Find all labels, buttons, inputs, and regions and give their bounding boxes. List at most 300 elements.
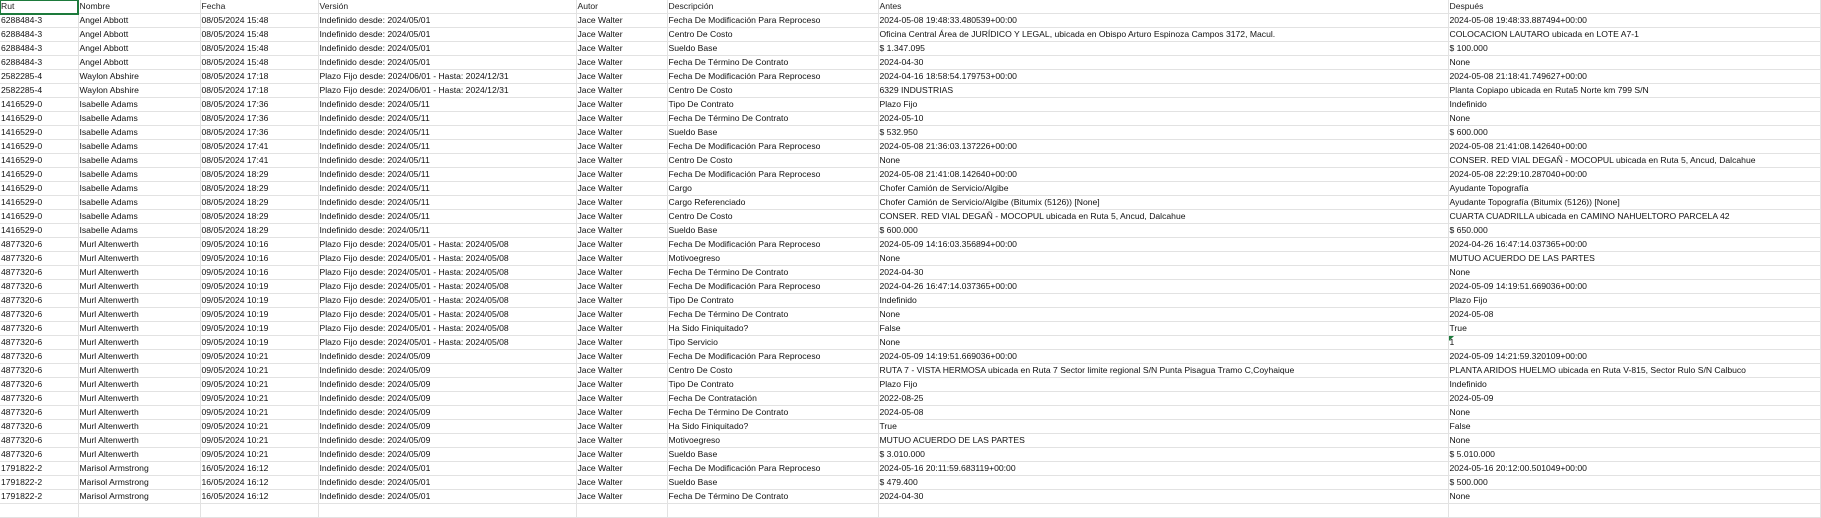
header-cell-rut[interactable]: Rut — [0, 0, 78, 14]
cell-despues[interactable]: Planta Copiapo ubicada en Ruta5 Norte km 799 S/N — [1448, 84, 1820, 98]
cell-autor[interactable]: Jace Walter — [576, 56, 667, 70]
cell-version[interactable]: Indefinido desde: 2024/05/01 — [318, 462, 576, 476]
cell-rut[interactable]: 1416529-0 — [0, 168, 78, 182]
cell-version[interactable]: Plazo Fijo desde: 2024/05/01 - Hasta: 2024/05/08 — [318, 238, 576, 252]
cell-antes[interactable]: $ 479.400 — [878, 476, 1448, 490]
cell-version[interactable]: Indefinido desde: 2024/05/09 — [318, 364, 576, 378]
cell-fecha[interactable]: 09/05/2024 10:19 — [200, 280, 318, 294]
cell-nombre[interactable]: Murl Altenwerth — [78, 392, 200, 406]
cell-descripcion[interactable]: Centro De Costo — [667, 210, 878, 224]
cell-descripcion[interactable]: Fecha De Modificación Para Reproceso — [667, 70, 878, 84]
cell-fecha[interactable]: 09/05/2024 10:21 — [200, 406, 318, 420]
cell-despues[interactable]: 1 — [1448, 336, 1820, 350]
cell-fecha[interactable]: 08/05/2024 17:36 — [200, 112, 318, 126]
cell-nombre[interactable]: Murl Altenwerth — [78, 448, 200, 462]
cell-autor[interactable]: Jace Walter — [576, 140, 667, 154]
cell-fecha[interactable]: 08/05/2024 17:36 — [200, 98, 318, 112]
cell-antes[interactable]: 2024-04-16 18:58:54.179753+00:00 — [878, 70, 1448, 84]
cell-version[interactable]: Plazo Fijo desde: 2024/05/01 - Hasta: 2024/05/08 — [318, 322, 576, 336]
cell-rut[interactable]: 4877320-6 — [0, 308, 78, 322]
cell-descripcion[interactable]: Fecha De Término De Contrato — [667, 490, 878, 504]
cell-version[interactable]: Indefinido desde: 2024/05/09 — [318, 434, 576, 448]
cell-rut[interactable]: 2582285-4 — [0, 84, 78, 98]
cell-despues[interactable]: 2024-05-08 19:48:33.887494+00:00 — [1448, 14, 1820, 28]
cell-autor[interactable]: Jace Walter — [576, 476, 667, 490]
cell-antes[interactable]: 2024-05-10 — [878, 112, 1448, 126]
cell-fecha[interactable]: 09/05/2024 10:19 — [200, 336, 318, 350]
cell-fecha[interactable]: 09/05/2024 10:16 — [200, 266, 318, 280]
cell-despues[interactable]: 2024-04-26 16:47:14.037365+00:00 — [1448, 238, 1820, 252]
cell-version[interactable]: Indefinido desde: 2024/05/09 — [318, 406, 576, 420]
cell-fecha[interactable]: 09/05/2024 10:19 — [200, 322, 318, 336]
cell-rut[interactable]: 4877320-6 — [0, 448, 78, 462]
cell-nombre[interactable]: Murl Altenwerth — [78, 378, 200, 392]
cell-antes[interactable]: MUTUO ACUERDO DE LAS PARTES — [878, 434, 1448, 448]
cell-rut[interactable]: 1416529-0 — [0, 98, 78, 112]
cell-fecha[interactable]: 16/05/2024 16:12 — [200, 462, 318, 476]
cell-autor[interactable]: Jace Walter — [576, 420, 667, 434]
cell-despues[interactable]: None — [1448, 490, 1820, 504]
cell-antes[interactable]: $ 1.347.095 — [878, 42, 1448, 56]
cell-fecha[interactable]: 09/05/2024 10:16 — [200, 238, 318, 252]
cell-nombre[interactable]: Waylon Abshire — [78, 84, 200, 98]
cell-version[interactable]: Plazo Fijo desde: 2024/05/01 - Hasta: 2024/05/08 — [318, 280, 576, 294]
cell-autor[interactable]: Jace Walter — [576, 98, 667, 112]
cell-antes[interactable]: 2024-04-30 — [878, 266, 1448, 280]
cell-despues[interactable]: 2024-05-08 21:18:41.749627+00:00 — [1448, 70, 1820, 84]
cell-antes[interactable]: Oficina Central Área de JURÍDICO Y LEGAL, ubicada en Obispo Arturo Espinoza Campos 3172, Macul. — [878, 28, 1448, 42]
cell-antes[interactable]: False — [878, 322, 1448, 336]
cell-descripcion[interactable]: Sueldo Base — [667, 126, 878, 140]
cell-nombre[interactable]: Isabelle Adams — [78, 126, 200, 140]
cell-despues[interactable]: 2024-05-09 14:21:59.320109+00:00 — [1448, 350, 1820, 364]
cell-descripcion[interactable]: Fecha De Modificación Para Reproceso — [667, 238, 878, 252]
cell-autor[interactable]: Jace Walter — [576, 252, 667, 266]
cell-despues[interactable]: MUTUO ACUERDO DE LAS PARTES — [1448, 252, 1820, 266]
cell-nombre[interactable]: Murl Altenwerth — [78, 238, 200, 252]
cell-version[interactable]: Plazo Fijo desde: 2024/06/01 - Hasta: 2024/12/31 — [318, 70, 576, 84]
cell-nombre[interactable]: Isabelle Adams — [78, 210, 200, 224]
cell-version[interactable]: Indefinido desde: 2024/05/01 — [318, 28, 576, 42]
cell-antes[interactable]: 2024-05-08 19:48:33.480539+00:00 — [878, 14, 1448, 28]
cell-version[interactable]: Indefinido desde: 2024/05/11 — [318, 154, 576, 168]
header-cell-autor[interactable]: Autor — [576, 0, 667, 14]
cell-fecha[interactable]: 08/05/2024 18:29 — [200, 182, 318, 196]
table-row — [0, 266, 1820, 280]
cell-descripcion[interactable]: Centro De Costo — [667, 154, 878, 168]
cell-nombre[interactable]: Murl Altenwerth — [78, 336, 200, 350]
cell-rut[interactable]: 6288484-3 — [0, 42, 78, 56]
cell-descripcion[interactable]: Tipo De Contrato — [667, 98, 878, 112]
cell-version[interactable]: Indefinido desde: 2024/05/11 — [318, 168, 576, 182]
cell-antes[interactable]: $ 532.950 — [878, 126, 1448, 140]
cell-rut[interactable]: 4877320-6 — [0, 238, 78, 252]
cell-despues[interactable]: Ayudante Topografía (Bitumix (5126)) [None] — [1448, 196, 1820, 210]
cell-autor[interactable]: Jace Walter — [576, 280, 667, 294]
cell-descripcion[interactable]: Fecha De Modificación Para Reproceso — [667, 350, 878, 364]
cell-nombre[interactable]: Murl Altenwerth — [78, 364, 200, 378]
cell-autor[interactable]: Jace Walter — [576, 322, 667, 336]
cell-nombre[interactable]: Isabelle Adams — [78, 196, 200, 210]
cell-descripcion[interactable]: Fecha De Modificación Para Reproceso — [667, 168, 878, 182]
cell-descripcion[interactable]: Tipo De Contrato — [667, 378, 878, 392]
cell-fecha[interactable]: 09/05/2024 10:21 — [200, 448, 318, 462]
cell-fecha[interactable]: 09/05/2024 10:16 — [200, 252, 318, 266]
cell-despues[interactable]: COLOCACION LAUTARO ubicada en LOTE A7-1 — [1448, 28, 1820, 42]
empty-cell[interactable] — [576, 504, 667, 518]
cell-antes[interactable]: 2024-05-09 14:19:51.669036+00:00 — [878, 350, 1448, 364]
cell-rut[interactable]: 4877320-6 — [0, 420, 78, 434]
cell-antes[interactable]: True — [878, 420, 1448, 434]
cell-antes[interactable]: 2024-05-08 21:41:08.142640+00:00 — [878, 168, 1448, 182]
cell-version[interactable]: Indefinido desde: 2024/05/11 — [318, 182, 576, 196]
cell-antes[interactable]: 2024-04-26 16:47:14.037365+00:00 — [878, 280, 1448, 294]
cell-nombre[interactable]: Marisol Armstrong — [78, 490, 200, 504]
cell-autor[interactable]: Jace Walter — [576, 154, 667, 168]
table-row — [0, 406, 1820, 420]
cell-autor[interactable]: Jace Walter — [576, 378, 667, 392]
cell-fecha[interactable]: 09/05/2024 10:19 — [200, 294, 318, 308]
cell-autor[interactable]: Jace Walter — [576, 434, 667, 448]
cell-antes[interactable]: Chofer Camión de Servicio/Algibe — [878, 182, 1448, 196]
cell-antes[interactable]: 2024-04-30 — [878, 56, 1448, 70]
cell-descripcion[interactable]: Centro De Costo — [667, 364, 878, 378]
cell-nombre[interactable]: Angel Abbott — [78, 56, 200, 70]
cell-autor[interactable]: Jace Walter — [576, 112, 667, 126]
cell-nombre[interactable]: Isabelle Adams — [78, 140, 200, 154]
cell-descripcion[interactable]: Sueldo Base — [667, 42, 878, 56]
cell-autor[interactable]: Jace Walter — [576, 84, 667, 98]
cell-fecha[interactable]: 08/05/2024 15:48 — [200, 28, 318, 42]
cell-descripcion[interactable]: Fecha De Término De Contrato — [667, 56, 878, 70]
cell-version[interactable]: Indefinido desde: 2024/05/11 — [318, 126, 576, 140]
cell-despues[interactable]: CUARTA CUADRILLA ubicada en CAMINO NAHUELTORO PARCELA 42 — [1448, 210, 1820, 224]
cell-version[interactable]: Indefinido desde: 2024/05/01 — [318, 42, 576, 56]
empty-cell[interactable] — [667, 504, 878, 518]
cell-version[interactable]: Indefinido desde: 2024/05/01 — [318, 476, 576, 490]
cell-despues[interactable]: 2024-05-09 — [1448, 392, 1820, 406]
cell-fecha[interactable]: 09/05/2024 10:21 — [200, 378, 318, 392]
cell-version[interactable]: Indefinido desde: 2024/05/09 — [318, 420, 576, 434]
cell-descripcion[interactable]: Fecha De Modificación Para Reproceso — [667, 462, 878, 476]
cell-despues[interactable]: None — [1448, 112, 1820, 126]
cell-version[interactable]: Indefinido desde: 2024/05/11 — [318, 210, 576, 224]
cell-despues[interactable]: $ 650.000 — [1448, 224, 1820, 238]
cell-version[interactable]: Indefinido desde: 2024/05/09 — [318, 448, 576, 462]
cell-antes[interactable]: RUTA 7 - VISTA HERMOSA ubicada en Ruta 7 Sector limite regional S/N Punta Pisagua Tramo C,Coyhaique — [878, 364, 1448, 378]
cell-fecha[interactable]: 08/05/2024 17:41 — [200, 140, 318, 154]
cell-rut[interactable]: 4877320-6 — [0, 406, 78, 420]
cell-rut[interactable]: 1791822-2 — [0, 476, 78, 490]
cell-autor[interactable]: Jace Walter — [576, 364, 667, 378]
cell-antes[interactable]: None — [878, 252, 1448, 266]
cell-antes[interactable]: Plazo Fijo — [878, 98, 1448, 112]
cell-descripcion[interactable]: Fecha De Término De Contrato — [667, 112, 878, 126]
cell-descripcion[interactable]: Centro De Costo — [667, 28, 878, 42]
cell-nombre[interactable]: Isabelle Adams — [78, 98, 200, 112]
cell-rut[interactable]: 4877320-6 — [0, 266, 78, 280]
cell-autor[interactable]: Jace Walter — [576, 238, 667, 252]
cell-despues[interactable]: $ 500.000 — [1448, 476, 1820, 490]
cell-antes[interactable]: 6329 INDUSTRIAS — [878, 84, 1448, 98]
cell-autor[interactable]: Jace Walter — [576, 224, 667, 238]
cell-antes[interactable]: 2024-05-16 20:11:59.683119+00:00 — [878, 462, 1448, 476]
cell-autor[interactable]: Jace Walter — [576, 182, 667, 196]
cell-autor[interactable]: Jace Walter — [576, 448, 667, 462]
cell-version[interactable]: Indefinido desde: 2024/05/11 — [318, 140, 576, 154]
cell-antes[interactable]: None — [878, 154, 1448, 168]
cell-rut[interactable]: 1416529-0 — [0, 210, 78, 224]
cell-nombre[interactable]: Murl Altenwerth — [78, 322, 200, 336]
cell-nombre[interactable]: Marisol Armstrong — [78, 476, 200, 490]
cell-fecha[interactable]: 08/05/2024 17:41 — [200, 154, 318, 168]
empty-cell[interactable] — [0, 504, 78, 518]
cell-despues[interactable]: None — [1448, 406, 1820, 420]
cell-version[interactable]: Plazo Fijo desde: 2024/05/01 - Hasta: 2024/05/08 — [318, 252, 576, 266]
cell-fecha[interactable]: 08/05/2024 15:48 — [200, 14, 318, 28]
cell-fecha[interactable]: 09/05/2024 10:21 — [200, 392, 318, 406]
table-row — [0, 84, 1820, 98]
cell-version[interactable]: Indefinido desde: 2024/05/11 — [318, 112, 576, 126]
cell-despues[interactable]: $ 5.010.000 — [1448, 448, 1820, 462]
cell-version[interactable]: Indefinido desde: 2024/05/09 — [318, 350, 576, 364]
cell-rut[interactable]: 4877320-6 — [0, 434, 78, 448]
cell-descripcion[interactable]: Centro De Costo — [667, 84, 878, 98]
cell-nombre[interactable]: Murl Altenwerth — [78, 294, 200, 308]
cell-fecha[interactable]: 09/05/2024 10:21 — [200, 364, 318, 378]
cell-nombre[interactable]: Waylon Abshire — [78, 70, 200, 84]
cell-version[interactable]: Plazo Fijo desde: 2024/05/01 - Hasta: 2024/05/08 — [318, 266, 576, 280]
cell-fecha[interactable]: 09/05/2024 10:21 — [200, 350, 318, 364]
cell-despues[interactable]: Plazo Fijo — [1448, 294, 1820, 308]
table-row — [0, 364, 1820, 378]
cell-fecha[interactable]: 09/05/2024 10:21 — [200, 434, 318, 448]
cell-despues[interactable]: False — [1448, 420, 1820, 434]
cell-despues[interactable]: Ayudante Topografía — [1448, 182, 1820, 196]
cell-descripcion[interactable]: Fecha De Contratación — [667, 392, 878, 406]
header-cell-fecha[interactable]: Fecha — [200, 0, 318, 14]
cell-rut[interactable]: 4877320-6 — [0, 350, 78, 364]
cell-autor[interactable]: Jace Walter — [576, 196, 667, 210]
cell-antes[interactable]: 2022-08-25 — [878, 392, 1448, 406]
cell-despues[interactable]: None — [1448, 56, 1820, 70]
cell-antes[interactable]: Indefinido — [878, 294, 1448, 308]
cell-descripcion[interactable]: Cargo — [667, 182, 878, 196]
cell-antes[interactable]: 2024-05-08 21:36:03.137226+00:00 — [878, 140, 1448, 154]
cell-descripcion[interactable]: Ha Sido Finiquitado? — [667, 322, 878, 336]
header-cell-despues[interactable]: Después — [1448, 0, 1820, 14]
cell-despues[interactable]: $ 100.000 — [1448, 42, 1820, 56]
cell-despues[interactable]: 2024-05-08 — [1448, 308, 1820, 322]
cell-fecha[interactable]: 08/05/2024 18:29 — [200, 196, 318, 210]
cell-autor[interactable]: Jace Walter — [576, 126, 667, 140]
cell-autor[interactable]: Jace Walter — [576, 168, 667, 182]
cell-antes[interactable]: None — [878, 308, 1448, 322]
cell-descripcion[interactable]: Fecha De Término De Contrato — [667, 308, 878, 322]
cell-fecha[interactable]: 09/05/2024 10:19 — [200, 308, 318, 322]
header-cell-antes[interactable]: Antes — [878, 0, 1448, 14]
cell-autor[interactable]: Jace Walter — [576, 308, 667, 322]
cell-nombre[interactable]: Murl Altenwerth — [78, 252, 200, 266]
empty-cell[interactable] — [1448, 504, 1820, 518]
cell-descripcion[interactable]: Motivoegreso — [667, 434, 878, 448]
cell-rut[interactable]: 1416529-0 — [0, 154, 78, 168]
cell-rut[interactable]: 6288484-3 — [0, 56, 78, 70]
cell-version[interactable]: Plazo Fijo desde: 2024/05/01 - Hasta: 2024/05/08 — [318, 336, 576, 350]
cell-fecha[interactable]: 08/05/2024 15:48 — [200, 56, 318, 70]
cell-rut[interactable]: 1416529-0 — [0, 182, 78, 196]
cell-fecha[interactable]: 08/05/2024 17:18 — [200, 84, 318, 98]
cell-descripcion[interactable]: Sueldo Base — [667, 476, 878, 490]
cell-despues[interactable]: 2024-05-16 20:12:00.501049+00:00 — [1448, 462, 1820, 476]
cell-rut[interactable]: 4877320-6 — [0, 294, 78, 308]
empty-cell[interactable] — [78, 504, 200, 518]
cell-descripcion[interactable]: Fecha De Modificación Para Reproceso — [667, 280, 878, 294]
cell-antes[interactable]: Plazo Fijo — [878, 378, 1448, 392]
cell-version[interactable]: Plazo Fijo desde: 2024/05/01 - Hasta: 2024/05/08 — [318, 308, 576, 322]
cell-nombre[interactable]: Angel Abbott — [78, 42, 200, 56]
cell-descripcion[interactable]: Tipo Servicio — [667, 336, 878, 350]
cell-despues[interactable]: 2024-05-08 22:29:10.287040+00:00 — [1448, 168, 1820, 182]
cell-autor[interactable]: Jace Walter — [576, 406, 667, 420]
cell-nombre[interactable]: Isabelle Adams — [78, 168, 200, 182]
cell-nombre[interactable]: Murl Altenwerth — [78, 420, 200, 434]
cell-antes[interactable]: Chofer Camión de Servicio/Algibe (Bitumix (5126)) [None] — [878, 196, 1448, 210]
cell-nombre[interactable]: Murl Altenwerth — [78, 350, 200, 364]
cell-rut[interactable]: 4877320-6 — [0, 378, 78, 392]
empty-cell[interactable] — [200, 504, 318, 518]
cell-antes[interactable]: CONSER. RED VIAL DEGAÑ - MOCOPUL ubicada en Ruta 5, Ancud, Dalcahue — [878, 210, 1448, 224]
cell-rut[interactable]: 1791822-2 — [0, 462, 78, 476]
cell-rut[interactable]: 4877320-6 — [0, 322, 78, 336]
cell-nombre[interactable]: Murl Altenwerth — [78, 280, 200, 294]
cell-version[interactable]: Indefinido desde: 2024/05/01 — [318, 14, 576, 28]
cell-version[interactable]: Plazo Fijo desde: 2024/05/01 - Hasta: 2024/05/08 — [318, 294, 576, 308]
cell-nombre[interactable]: Murl Altenwerth — [78, 266, 200, 280]
cell-despues[interactable]: Indefinido — [1448, 378, 1820, 392]
cell-version[interactable]: Indefinido desde: 2024/05/01 — [318, 56, 576, 70]
cell-rut[interactable]: 1416529-0 — [0, 112, 78, 126]
cell-antes[interactable]: 2024-04-30 — [878, 490, 1448, 504]
cell-autor[interactable]: Jace Walter — [576, 14, 667, 28]
cell-descripcion[interactable]: Fecha De Término De Contrato — [667, 266, 878, 280]
cell-fecha[interactable]: 08/05/2024 18:29 — [200, 224, 318, 238]
header-cell-descripcion[interactable]: Descripción — [667, 0, 878, 14]
cell-autor[interactable]: Jace Walter — [576, 70, 667, 84]
cell-rut[interactable]: 4877320-6 — [0, 336, 78, 350]
cell-antes[interactable]: $ 600.000 — [878, 224, 1448, 238]
cell-fecha[interactable]: 08/05/2024 17:18 — [200, 70, 318, 84]
cell-antes[interactable]: 2024-05-08 — [878, 406, 1448, 420]
cell-nombre[interactable]: Marisol Armstrong — [78, 462, 200, 476]
cell-descripcion[interactable]: Sueldo Base — [667, 448, 878, 462]
cell-despues[interactable]: None — [1448, 266, 1820, 280]
cell-despues[interactable]: 2024-05-08 21:41:08.142640+00:00 — [1448, 140, 1820, 154]
cell-descripcion[interactable]: Ha Sido Finiquitado? — [667, 420, 878, 434]
cell-fecha[interactable]: 08/05/2024 17:36 — [200, 126, 318, 140]
cell-descripcion[interactable]: Fecha De Modificación Para Reproceso — [667, 140, 878, 154]
cell-version[interactable]: Indefinido desde: 2024/05/11 — [318, 98, 576, 112]
cell-autor[interactable]: Jace Walter — [576, 336, 667, 350]
cell-rut[interactable]: 1416529-0 — [0, 126, 78, 140]
cell-rut[interactable]: 4877320-6 — [0, 364, 78, 378]
cell-nombre[interactable]: Isabelle Adams — [78, 154, 200, 168]
cell-descripcion[interactable]: Cargo Referenciado — [667, 196, 878, 210]
cell-rut[interactable]: 1416529-0 — [0, 140, 78, 154]
cell-descripcion[interactable]: Tipo De Contrato — [667, 294, 878, 308]
cell-autor[interactable]: Jace Walter — [576, 350, 667, 364]
header-cell-nombre[interactable]: Nombre — [78, 0, 200, 14]
cell-rut[interactable]: 4877320-6 — [0, 280, 78, 294]
cell-rut[interactable]: 1416529-0 — [0, 224, 78, 238]
empty-cell[interactable] — [318, 504, 576, 518]
cell-descripcion[interactable]: Fecha De Modificación Para Reproceso — [667, 14, 878, 28]
cell-despues[interactable]: None — [1448, 434, 1820, 448]
cell-nombre[interactable]: Murl Altenwerth — [78, 434, 200, 448]
cell-despues[interactable]: True — [1448, 322, 1820, 336]
cell-rut[interactable]: 6288484-3 — [0, 28, 78, 42]
cell-version[interactable]: Plazo Fijo desde: 2024/06/01 - Hasta: 2024/12/31 — [318, 84, 576, 98]
cell-nombre[interactable]: Angel Abbott — [78, 14, 200, 28]
cell-version[interactable]: Indefinido desde: 2024/05/09 — [318, 392, 576, 406]
cell-antes[interactable]: None — [878, 336, 1448, 350]
cell-autor[interactable]: Jace Walter — [576, 392, 667, 406]
cell-fecha[interactable]: 08/05/2024 18:29 — [200, 210, 318, 224]
cell-nombre[interactable]: Isabelle Adams — [78, 224, 200, 238]
cell-autor[interactable]: Jace Walter — [576, 266, 667, 280]
cell-despues[interactable]: 2024-05-09 14:19:51.669036+00:00 — [1448, 280, 1820, 294]
cell-rut[interactable]: 6288484-3 — [0, 14, 78, 28]
cell-descripcion[interactable]: Fecha De Término De Contrato — [667, 406, 878, 420]
cell-autor[interactable]: Jace Walter — [576, 42, 667, 56]
cell-rut[interactable]: 4877320-6 — [0, 392, 78, 406]
cell-autor[interactable]: Jace Walter — [576, 490, 667, 504]
cell-rut[interactable]: 1416529-0 — [0, 196, 78, 210]
cell-fecha[interactable]: 16/05/2024 16:12 — [200, 490, 318, 504]
cell-despues[interactable]: PLANTA ARIDOS HUELMO ubicada en Ruta V-815, Sector Rulo S/N Calbuco — [1448, 364, 1820, 378]
cell-nombre[interactable]: Isabelle Adams — [78, 112, 200, 126]
cell-autor[interactable]: Jace Walter — [576, 210, 667, 224]
cell-descripcion[interactable]: Motivoegreso — [667, 252, 878, 266]
cell-rut[interactable]: 4877320-6 — [0, 252, 78, 266]
cell-fecha[interactable]: 08/05/2024 18:29 — [200, 168, 318, 182]
cell-version[interactable]: Indefinido desde: 2024/05/01 — [318, 490, 576, 504]
header-cell-version[interactable]: Versión — [318, 0, 576, 14]
empty-cell[interactable] — [878, 504, 1448, 518]
cell-descripcion[interactable]: Sueldo Base — [667, 224, 878, 238]
cell-version[interactable]: Indefinido desde: 2024/05/11 — [318, 196, 576, 210]
cell-autor[interactable]: Jace Walter — [576, 28, 667, 42]
cell-nombre[interactable]: Angel Abbott — [78, 28, 200, 42]
cell-rut[interactable]: 2582285-4 — [0, 70, 78, 84]
cell-nombre[interactable]: Murl Altenwerth — [78, 308, 200, 322]
cell-antes[interactable]: $ 3.010.000 — [878, 448, 1448, 462]
cell-fecha[interactable]: 09/05/2024 10:21 — [200, 420, 318, 434]
cell-nombre[interactable]: Isabelle Adams — [78, 182, 200, 196]
cell-nombre[interactable]: Murl Altenwerth — [78, 406, 200, 420]
cell-version[interactable]: Indefinido desde: 2024/05/11 — [318, 224, 576, 238]
cell-autor[interactable]: Jace Walter — [576, 294, 667, 308]
cell-fecha[interactable]: 08/05/2024 15:48 — [200, 42, 318, 56]
cell-despues[interactable]: $ 600.000 — [1448, 126, 1820, 140]
cell-antes[interactable]: 2024-05-09 14:16:03.356894+00:00 — [878, 238, 1448, 252]
cell-rut[interactable]: 1791822-2 — [0, 490, 78, 504]
cell-despues[interactable]: CONSER. RED VIAL DEGAÑ - MOCOPUL ubicada en Ruta 5, Ancud, Dalcahue — [1448, 154, 1820, 168]
cell-version[interactable]: Indefinido desde: 2024/05/09 — [318, 378, 576, 392]
cell-despues[interactable]: Indefinido — [1448, 98, 1820, 112]
cell-fecha[interactable]: 16/05/2024 16:12 — [200, 476, 318, 490]
cell-autor[interactable]: Jace Walter — [576, 462, 667, 476]
